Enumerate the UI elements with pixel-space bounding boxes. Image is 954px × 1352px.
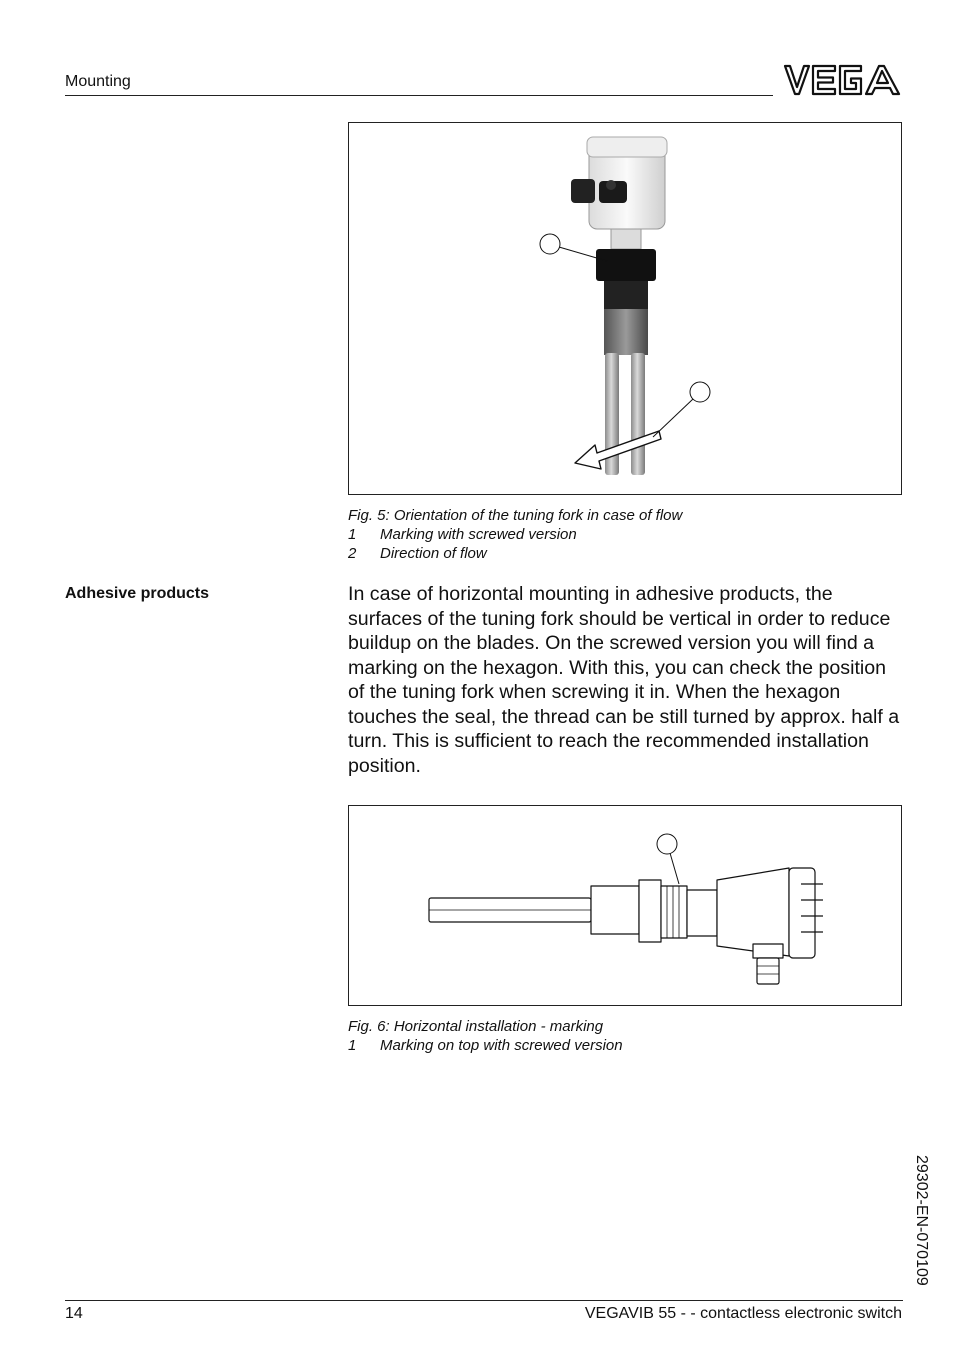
page-number: 14 [65, 1305, 83, 1322]
figure-6-legend-item: 1 Marking on top with screwed version [348, 1037, 623, 1054]
footer-document-title: VEGAVIB 55 - - contactless electronic switch [584, 1305, 902, 1322]
figure-6-caption-block [348, 1017, 902, 1055]
footer-rule [65, 1300, 903, 1301]
adhesive-products-paragraph: In case of horizontal mounting in adhesive products, the surfaces of the tuning fork should be vertical in order to reduce buildup on the blades. On the screwed version you will find a marking on the hexagon. With this, you can check the position of the tuning fork when screwing it in. When the hexagon touches the seal, the thread can be still turned by approx. half a turn. This is sufficient to reach the recommended installation position. [348, 583, 900, 777]
figure-6-caption: Fig. 6: Horizontal installation - marking [348, 1018, 604, 1035]
section-heading-adhesive-products: Adhesive products [65, 585, 210, 602]
section-label: Mounting [65, 73, 131, 90]
header-rule [65, 95, 773, 96]
figure-5-caption: Fig. 5: Orientation of the tuning fork in case of flow [348, 507, 683, 524]
figure-5-tuning-fork-orientation [348, 122, 902, 495]
figure-6-horizontal-installation [348, 805, 902, 1006]
vega-logo [783, 62, 903, 98]
figure-5-legend-item: 2 Direction of flow [348, 545, 487, 562]
figure-5-caption-block [348, 506, 902, 563]
document-code: 29302-EN-070109 [913, 1155, 930, 1286]
figure-5-legend-item: 1 Marking with screwed version [348, 526, 577, 543]
